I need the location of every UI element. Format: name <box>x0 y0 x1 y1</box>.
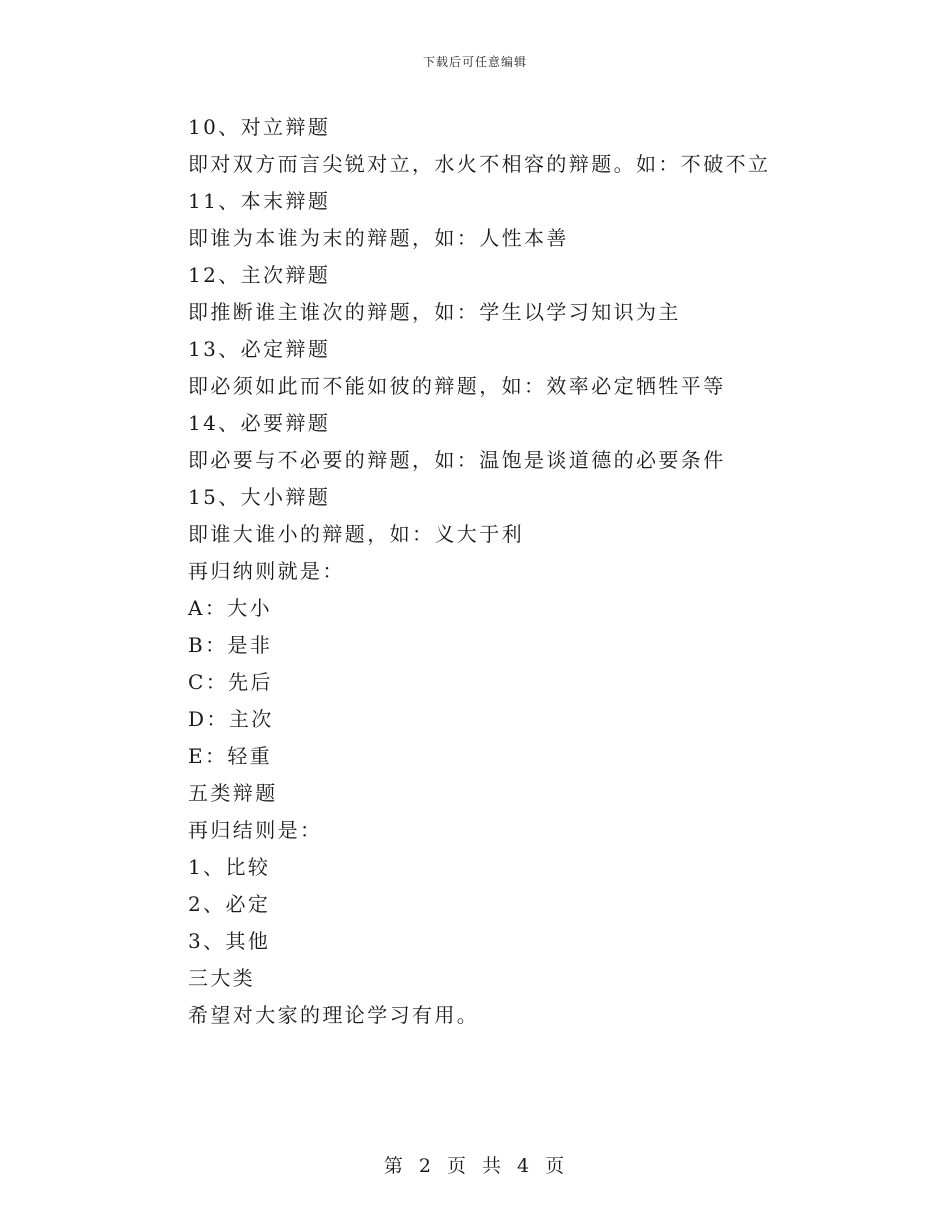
summary-item-e: E：轻重 <box>188 744 273 768</box>
heading-11-root-branch-topic: 11、本末辩题 <box>188 189 331 213</box>
heading-10-opposition-topic: 10、对立辩题 <box>188 115 331 139</box>
final-conclusion: 三大类 <box>188 966 256 990</box>
paragraph-primary-secondary-definition: 即推断谁主谁次的辩题，如：学生以学习知识为主 <box>188 300 681 324</box>
closing-remark: 希望对大家的理论学习有用。 <box>188 1003 480 1027</box>
paragraph-root-branch-definition: 即谁为本谁为末的辩题，如：人性本善 <box>188 226 569 250</box>
final-item-1: 1、比较 <box>188 855 271 879</box>
document-body <box>188 112 888 1037</box>
summary-conclusion: 五类辩题 <box>188 781 278 805</box>
summary-intro: 再归纳则就是： <box>188 559 345 583</box>
paragraph-opposition-definition: 即对双方而言尖锐对立，水火不相容的辩题。如：不破不立 <box>188 152 771 176</box>
paragraph-necessity-definition: 即必须如此而不能如彼的辩题，如：效率必定牺牲平等 <box>188 374 726 398</box>
heading-13-necessity-topic: 13、必定辩题 <box>188 337 331 361</box>
paragraph-requirement-definition: 即必要与不必要的辩题，如：温饱是谈道德的必要条件 <box>188 448 726 472</box>
heading-14-requirement-topic: 14、必要辩题 <box>188 411 331 435</box>
final-item-3: 3、其他 <box>188 929 271 953</box>
page-header: 下载后可任意编辑 <box>422 55 527 69</box>
summary-item-d: D：主次 <box>188 707 274 731</box>
summary-item-c: C：先后 <box>188 670 273 694</box>
paragraph-magnitude-definition: 即谁大谁小的辩题，如：义大于利 <box>188 522 524 546</box>
heading-15-magnitude-topic: 15、大小辩题 <box>188 485 331 509</box>
final-summary-intro: 再归结则是： <box>188 818 323 842</box>
summary-item-b: B：是非 <box>188 633 273 657</box>
heading-12-primary-secondary-topic: 12、主次辩题 <box>188 263 331 287</box>
final-item-2: 2、必定 <box>188 892 271 916</box>
page-number: 第 2 页 共 4 页 <box>383 1155 567 1177</box>
summary-item-a: A：大小 <box>188 596 273 620</box>
